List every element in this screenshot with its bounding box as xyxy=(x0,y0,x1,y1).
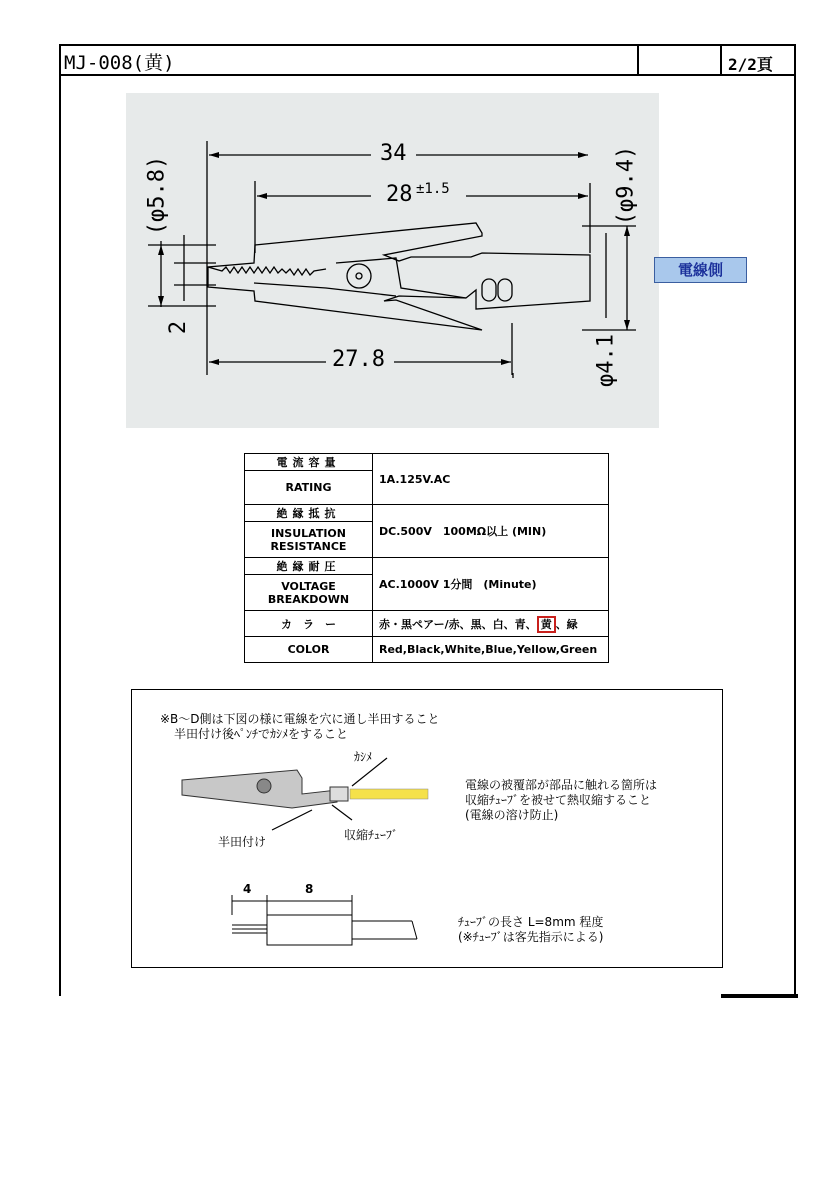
voltage-ja: 絶縁耐圧 xyxy=(245,558,373,575)
dimension-phi-4-1: φ4.1 xyxy=(593,334,619,387)
page-title: MJ-008(黄) xyxy=(64,52,175,74)
color-en-value: Red,Black,White,Blue,Yellow,Green xyxy=(373,637,609,663)
dimension-27-8: 27.8 xyxy=(332,347,385,372)
dimension-34: 34 xyxy=(380,141,407,166)
tube-dimension-illustration xyxy=(227,885,427,950)
rating-ja: 電流容量 xyxy=(245,454,373,471)
voltage-value: AC.1000V 1分間 (Minute) xyxy=(373,558,609,611)
color-value-post: 、緑 xyxy=(555,617,578,631)
desc-line-1: 電線の被覆部が部品に触れる箇所は xyxy=(465,778,658,792)
technical-drawing xyxy=(126,93,659,428)
page-number: 2/2頁 xyxy=(728,55,773,74)
desc-line-3: (電線の溶け防止) xyxy=(465,808,559,822)
insulation-en-line1: INSULATION xyxy=(271,526,346,540)
frame-bottom-bar xyxy=(721,994,798,998)
voltage-en-line2: BREAKDOWN xyxy=(267,592,350,606)
kashime-label: ｶｼﾒ xyxy=(354,750,373,764)
insulation-value: DC.500V 100MΩ以上 (MIN) xyxy=(373,505,609,558)
dimension-phi-9-4: (φ9.4) xyxy=(613,145,639,226)
color-value-pre: 赤・黒ペアー/赤、黒、白、青、 xyxy=(379,617,537,631)
note-line-1: ※B～D側は下図の様に電線を穴に通し半田すること xyxy=(160,712,440,726)
color-en: COLOR xyxy=(245,637,373,663)
assembly-note-box xyxy=(131,689,723,968)
insulation-en-line2: RESISTANCE xyxy=(270,539,347,553)
tube-label: 収縮ﾁｭｰﾌﾞ xyxy=(344,828,399,842)
color-highlight: 黄 xyxy=(537,616,556,633)
tube-length-line-2: (※ﾁｭｰﾌﾞは客先指示による) xyxy=(458,930,604,944)
dimension-phi-5-8: (φ5.8) xyxy=(144,155,170,236)
rating-value: 1A.125V.AC xyxy=(373,454,609,505)
voltage-en xyxy=(245,575,373,611)
tube-length-line-1: ﾁｭｰﾌﾞの長さ L=8mm 程度 xyxy=(458,915,604,929)
wire-side-label: 電線側 xyxy=(654,257,747,283)
insulation-en xyxy=(245,522,373,558)
dimension-28: 28 xyxy=(386,182,413,207)
note-line-2: 半田付け後ﾍﾟﾝﾁでｶｼﾒをすること xyxy=(174,727,349,741)
dimension-28-tolerance: ±1.5 xyxy=(416,181,450,197)
dimension-2: 2 xyxy=(166,320,192,335)
voltage-en-line1: VOLTAGE xyxy=(281,579,336,593)
header-divider xyxy=(720,44,722,76)
insulation-ja: 絶縁抵抗 xyxy=(245,505,373,522)
spec-table xyxy=(244,453,609,663)
dim-8-label: 8 xyxy=(305,882,314,896)
color-ja: カ ラ ー xyxy=(245,611,373,637)
solder-label: 半田付け xyxy=(218,835,267,849)
color-value xyxy=(373,611,609,637)
dim-4-label: 4 xyxy=(243,882,252,896)
rating-en: RATING xyxy=(245,471,373,505)
header-divider xyxy=(637,44,639,76)
desc-line-2: 収縮ﾁｭｰﾌﾞを被せて熱収縮すること xyxy=(465,793,652,807)
